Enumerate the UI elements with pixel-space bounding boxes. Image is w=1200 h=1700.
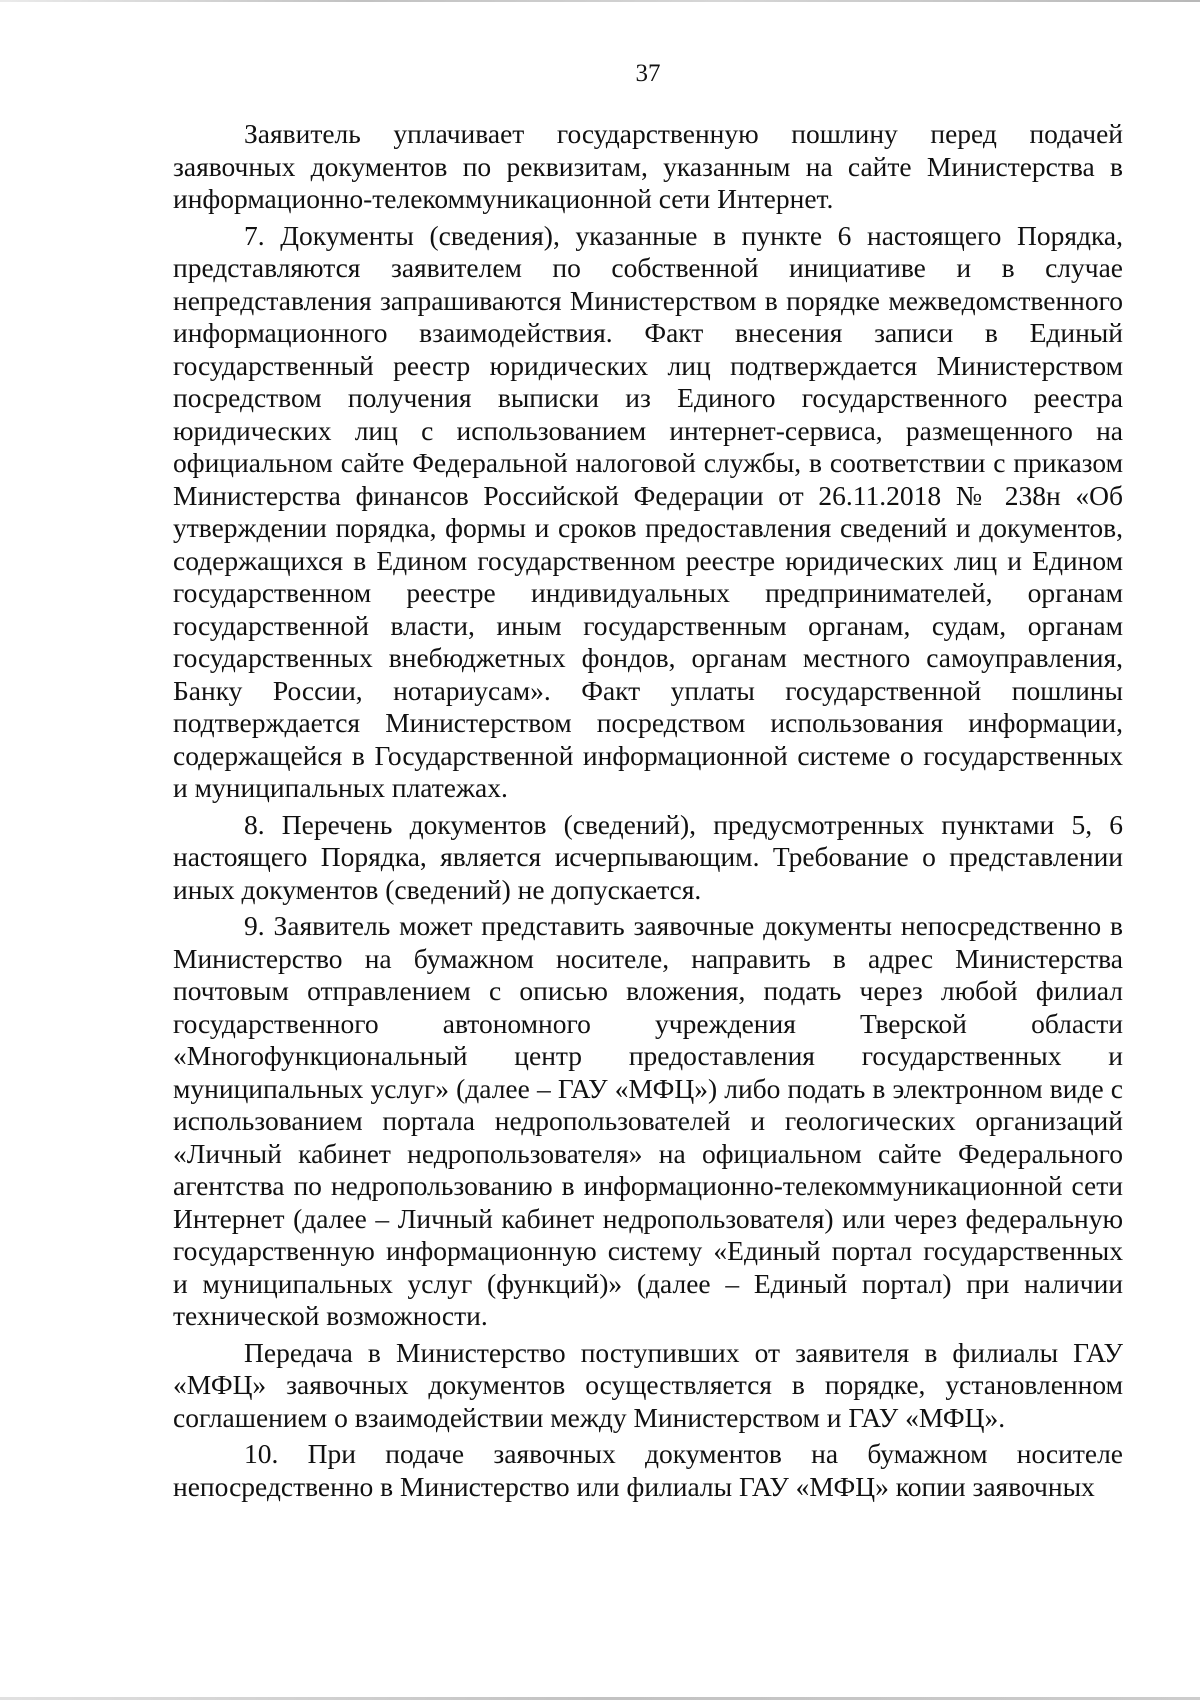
paragraph-item-10: 10. При подаче заявочных документов на бумажном носителе непосредственно в Министерство или филиалы ГАУ «МФЦ» копии заявочных [173,1438,1123,1502]
document-body [173,118,1123,1503]
scan-edge-top [0,0,1200,2]
paragraph-item-8: 8. Перечень документов (сведений), предусмотренных пунктами 5, 6 настоящего Порядка, является исчерпывающим. Требование о представлении иных документов (сведений) не допускается. [173,808,1123,905]
paragraph-item-7: 7. Документы (сведения), указанные в пункте 6 настоящего Порядка, представляются заявителем по собственной инициативе и в случае непредставления запрашиваются Министерством в порядке межведомственного информационного взаимодействия. Факт внесения записи в Единый государственный реестр юридических лиц подтверждается Министерством посредством получения выписки из Единого государственного реестра юридических лиц с использованием интернет-сервиса, размещенного на официальном сайте Федеральной налоговой службы, в соответствии с приказом Министерства финансов Российской Федерации от 26.11.2018 № 238н «Об утверждении порядка, формы и сроков предоставления сведений и документов, содержащихся в Едином государственном реестре юридических лиц и Едином государственном реестре индивидуальных предпринимателей, органам государственной власти, иным государственным органам, судам, органам государственных внебюджетных фондов, органам местного самоуправления, Банку России, нотариусам». Факт уплаты государственной пошлины подтверждается Министерством посредством использования информации, содержащейся в Государственной информационной системе о государственных и муниципальных платежах. [173,219,1123,803]
paragraph-state-fee: Заявитель уплачивает государственную пошлину перед подачей заявочных документов по реквизитам, указанным на сайте Министерства в информационно-телекоммуникационной сети Интернет. [173,118,1123,214]
page-number: 37 [635,60,661,87]
paragraph-item-9: 9. Заявитель может представить заявочные документы непосредственно в Министерство на бумажном носителе, направить в адрес Министерства почтовым отправлением с описью вложения, подать через любой филиал государственного автономного учреждения Тверской области «Многофункциональный центр предоставления государственных и муниципальных услуг» (далее – ГАУ «МФЦ») либо подать в электронном виде с использованием портала недропользователей и геологических организаций «Личный кабинет недропользователя» на официальном сайте Федерального агентства по недропользованию в информационно-телекоммуникационной сети Интернет (далее – Личный кабинет недропользователя) или через федеральную государственную информационную систему «Единый портал государственных и муниципальных услуг (функций)» (далее – Единый портал) при наличии технической возможности. [173,910,1123,1331]
paragraph-mfc-transfer: Передача в Министерство поступивших от заявителя в филиалы ГАУ «МФЦ» заявочных документов осуществляется в порядке, установленном соглашением о взаимодействии между Министерством и ГАУ «МФЦ». [173,1336,1123,1433]
